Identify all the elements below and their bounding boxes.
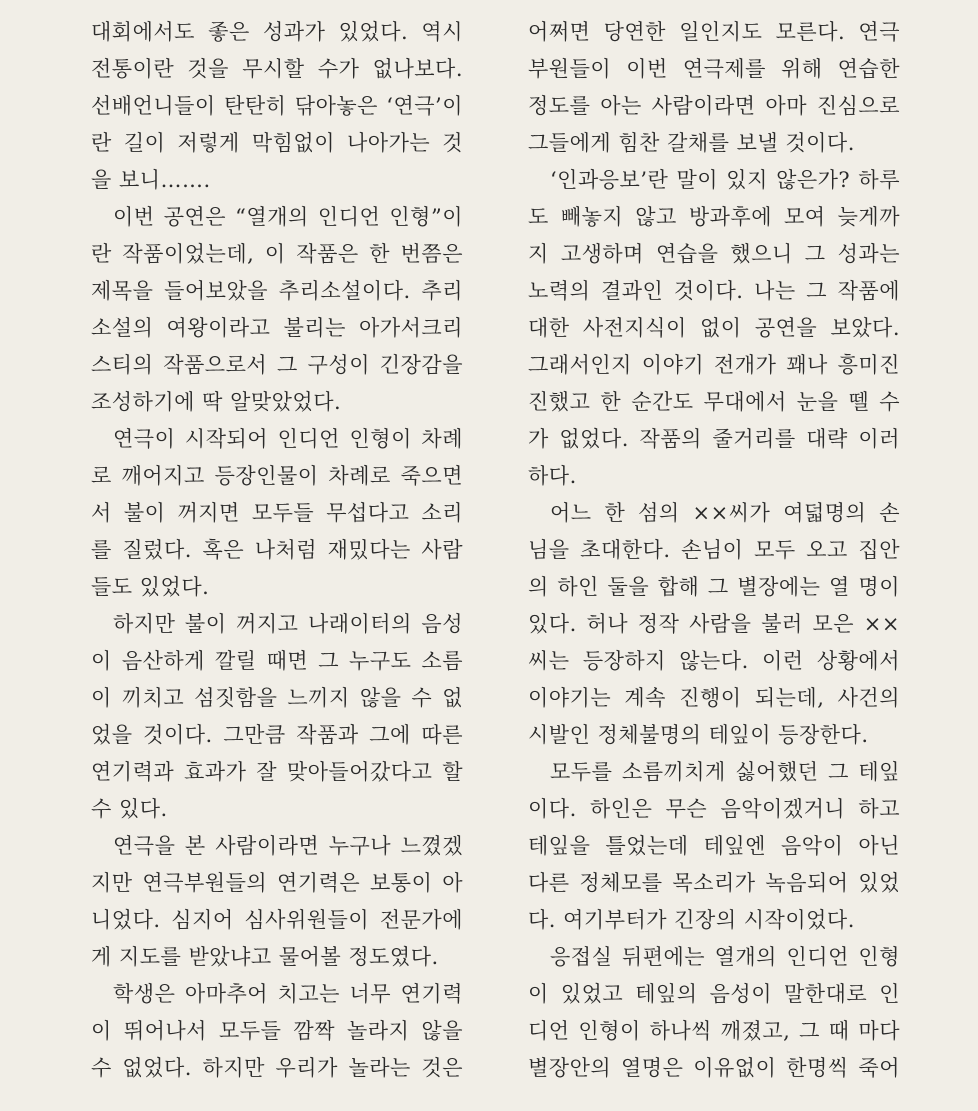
text-line: 대한 사전지식이 없이 공연을 보았다. — [528, 316, 900, 340]
text-line: 테잎을 틀었는데 테잎엔 음악이 아닌 — [528, 834, 900, 858]
text-line: 소설의 여왕이라고 불리는 아가서크리 — [91, 316, 463, 340]
text-line: 응접실 뒤편에는 열개의 인디언 인형 — [550, 945, 900, 969]
text-line: 의 하인 둘을 합해 그 별장에는 열 명이 — [528, 575, 900, 599]
text-line: 이다. 하인은 무슨 음악이겠거니 하고 — [528, 797, 900, 821]
text-line: 이야기는 계속 진행이 되는데, 사건의 — [528, 686, 900, 710]
text-line: 그들에게 힘찬 갈채를 보낼 것이다. — [528, 131, 855, 155]
text-line: 다. 여기부터가 긴장의 시작이었다. — [528, 908, 855, 932]
text-line: 지만 연극부원들의 연기력은 보통이 아 — [91, 871, 463, 895]
text-line: 란 작품이었는데, 이 작품은 한 번쯤은 — [91, 242, 463, 266]
text-line: 전통이란 것을 무시할 수가 없나보다. — [91, 57, 463, 81]
text-line: 부원들이 이번 연극제를 위해 연습한 — [528, 57, 900, 81]
text-line: 모두를 소름끼치게 싫어했던 그 테잎 — [550, 760, 900, 784]
text-line: 게 지도를 받았냐고 물어볼 정도였다. — [91, 945, 439, 969]
text-line: 니었다. 심지어 심사위원들이 전문가에 — [91, 908, 463, 932]
text-line: 들도 있었다. — [91, 575, 210, 599]
text-line: 었을 것이다. 그만큼 작품과 그에 따른 — [91, 723, 463, 747]
text-line: 이 음산하게 깔릴 때면 그 누구도 소름 — [91, 649, 463, 673]
text-line: 진했고 한 순간도 무대에서 눈을 뗄 수 — [528, 390, 900, 414]
text-line: 가 없었다. 작품의 줄거리를 대략 이러 — [528, 427, 900, 451]
text-line: 정도를 아는 사람이라면 아마 진심으로 — [528, 94, 900, 118]
text-line: 을 보니……. — [91, 168, 211, 192]
text-line: 하지만 불이 꺼지고 나래이터의 음성 — [113, 612, 463, 636]
text-line: 를 질렀다. 혹은 나처럼 재밌다는 사람 — [91, 538, 463, 562]
text-line: 다른 정체모를 목소리가 녹음되어 있었 — [528, 871, 900, 895]
text-line: 연극을 본 사람이라면 누구나 느꼈겠 — [113, 834, 463, 858]
text-line: 스티의 작품으로서 그 구성이 긴장감을 — [91, 353, 463, 377]
text-line: 학생은 아마추어 치고는 너무 연기력 — [113, 982, 463, 1006]
text-line: 조성하기에 딱 알맞았었다. — [91, 390, 342, 414]
text-line: 란 길이 저렇게 막힘없이 나아가는 것 — [91, 131, 463, 155]
text-line: 노력의 결과인 것이다. 나는 그 작품에 — [528, 279, 900, 303]
text-line: 어쩌면 당연한 일인지도 모른다. 연극 — [528, 20, 900, 44]
right-column — [528, 14, 900, 1087]
text-line: 어느 한 섬의 ××씨가 여덟명의 손 — [550, 501, 900, 525]
text-line: 연극이 시작되어 인디언 인형이 차례 — [113, 427, 463, 451]
text-line: 선배언니들이 탄탄히 닦아놓은 ‘연극’이 — [91, 94, 463, 118]
text-line: ‘인과응보’란 말이 있지 않은가? 하루 — [550, 168, 900, 192]
left-column — [91, 14, 463, 1087]
text-line: 이번 공연은 “열개의 인디언 인형”이 — [113, 205, 463, 229]
text-line: 님을 초대한다. 손님이 모두 오고 집안 — [528, 538, 900, 562]
text-line: 대회에서도 좋은 성과가 있었다. 역시 — [91, 20, 463, 44]
text-line: 씨는 등장하지 않는다. 이런 상황에서 — [528, 649, 900, 673]
text-line: 지 고생하며 연습을 했으니 그 성과는 — [528, 242, 900, 266]
text-line: 그래서인지 이야기 전개가 꽤나 흥미진 — [528, 353, 900, 377]
text-line: 수 있다. — [91, 797, 168, 821]
text-line: 이 끼치고 섬짓함을 느끼지 않을 수 없 — [91, 686, 463, 710]
text-line: 제목을 들어보았을 추리소설이다. 추리 — [91, 279, 463, 303]
text-line: 서 불이 꺼지면 모두들 무섭다고 소리 — [91, 501, 463, 525]
text-line: 수 없었다. 하지만 우리가 놀라는 것은 — [91, 1056, 463, 1080]
text-line: 로 깨어지고 등장인물이 차례로 죽으면 — [91, 464, 463, 488]
text-line: 도 빼놓지 않고 방과후에 모여 늦게까 — [528, 205, 900, 229]
text-line: 이 뛰어나서 모두들 깜짝 놀라지 않을 — [91, 1019, 463, 1043]
text-line: 별장안의 열명은 이유없이 한명씩 죽어 — [528, 1056, 900, 1080]
text-line: 디언 인형이 하나씩 깨졌고, 그 때 마다 — [528, 1019, 900, 1043]
text-line: 이 있었고 테잎의 음성이 말한대로 인 — [528, 982, 900, 1006]
text-line: 있다. 허나 정작 사람을 불러 모은 ×× — [528, 612, 900, 636]
text-line: 하다. — [528, 464, 577, 488]
text-line: 연기력과 효과가 잘 맞아들어갔다고 할 — [91, 760, 463, 784]
text-line: 시발인 정체불명의 테잎이 등장한다. — [528, 723, 869, 747]
